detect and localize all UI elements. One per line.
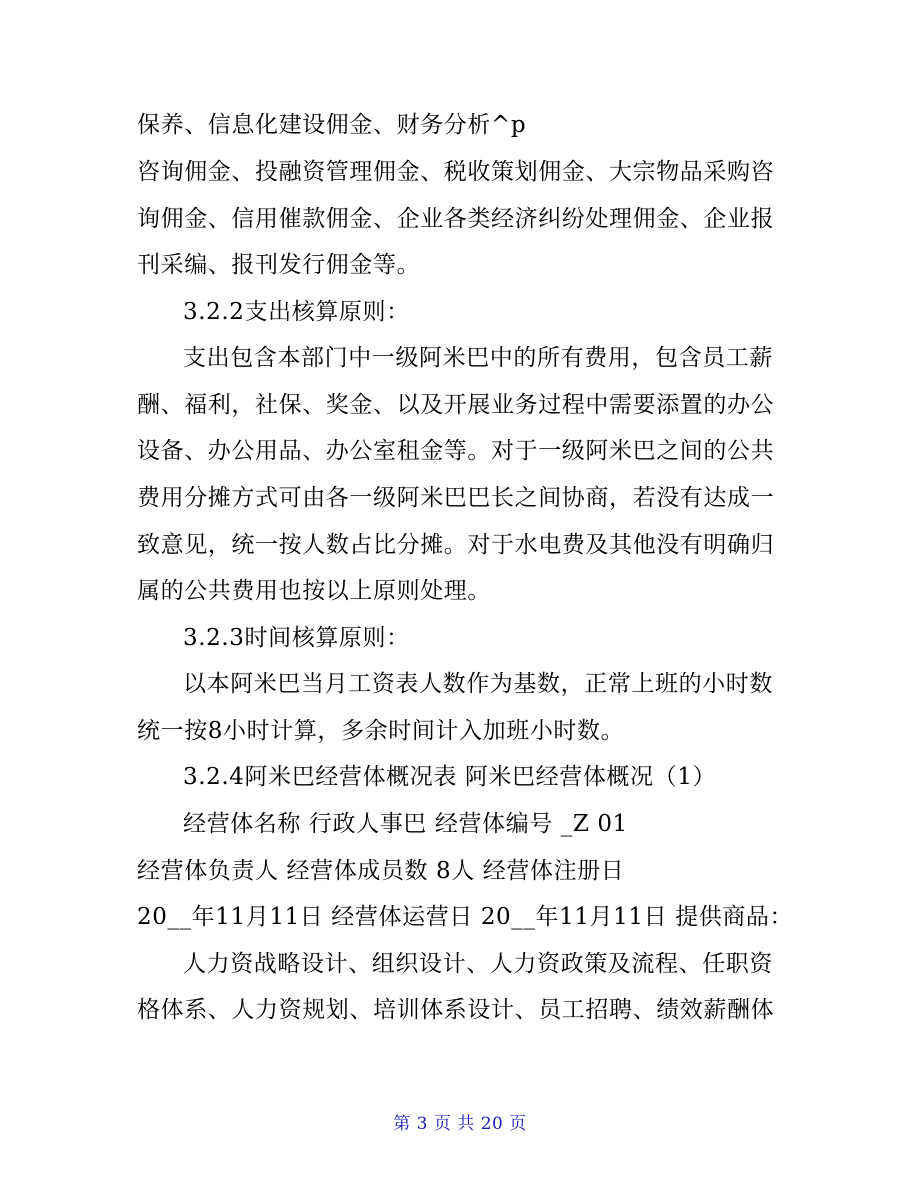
section-heading-3-2-4: 3.2.4阿米巴经营体概况表 阿米巴经营体概况（1） — [183, 764, 717, 790]
section-heading-3-2-2: 3.2.2支出核算原则： — [183, 299, 410, 325]
text-line-10: 致意见，统一按人数占比分摊。对于水电费及其他没有明确归 — [137, 532, 775, 558]
text-line-11: 属的公共费用也按以上原则处理。 — [137, 578, 491, 604]
text-line-9: 费用分摊方式可由各一级阿米巴巴长之间协商，若没有达成一 — [137, 485, 775, 511]
page-number-footer: 第 3 页 共 20 页 — [393, 1114, 527, 1134]
text-line-4: 刊采编、报刊发行佣金等。 — [137, 252, 421, 278]
text-line-2: 咨询佣金、投融资管理佣金、税收策划佣金、大宗物品采购咨 — [137, 159, 775, 185]
text-line-19: 人力资战略设计、组织设计、人力资政策及流程、任职资 — [183, 951, 773, 977]
text-line-18: 20__年11月11日 经营体运营日 20__年11月11日 提供商品： — [137, 904, 794, 930]
text-line-6: 支出包含本部门中一级阿米巴中的所有费用，包含员工薪 — [183, 345, 773, 371]
text-line-13: 以本阿米巴当月工资表人数作为基数，正常上班的小时数 — [183, 671, 773, 697]
text-line-17: 经营体负责人 经营体成员数 8人 经营体注册日 — [137, 858, 625, 884]
section-heading-3-2-3: 3.2.3时间核算原则： — [183, 625, 410, 651]
text-line-1: 保养、信息化建设佣金、财务分析^p — [137, 112, 527, 138]
text-line-3: 询佣金、信用催款佣金、企业各类经济纠纷处理佣金、企业报 — [137, 206, 775, 232]
text-line-14: 统一按8小时计算，多余时间计入加班小时数。 — [137, 718, 625, 744]
text-line-7: 酬、福利，社保、奖金、以及开展业务过程中需要添置的办公 — [137, 392, 775, 418]
text-line-20: 格体系、人力资规划、培训体系设计、员工招聘、绩效薪酬体 — [137, 997, 775, 1023]
text-line-8: 设备、办公用品、办公室租金等。对于一级阿米巴之间的公共 — [137, 438, 775, 464]
text-line-16: 经营体名称 行政人事巴 经营体编号 _Z 01 — [183, 811, 628, 837]
